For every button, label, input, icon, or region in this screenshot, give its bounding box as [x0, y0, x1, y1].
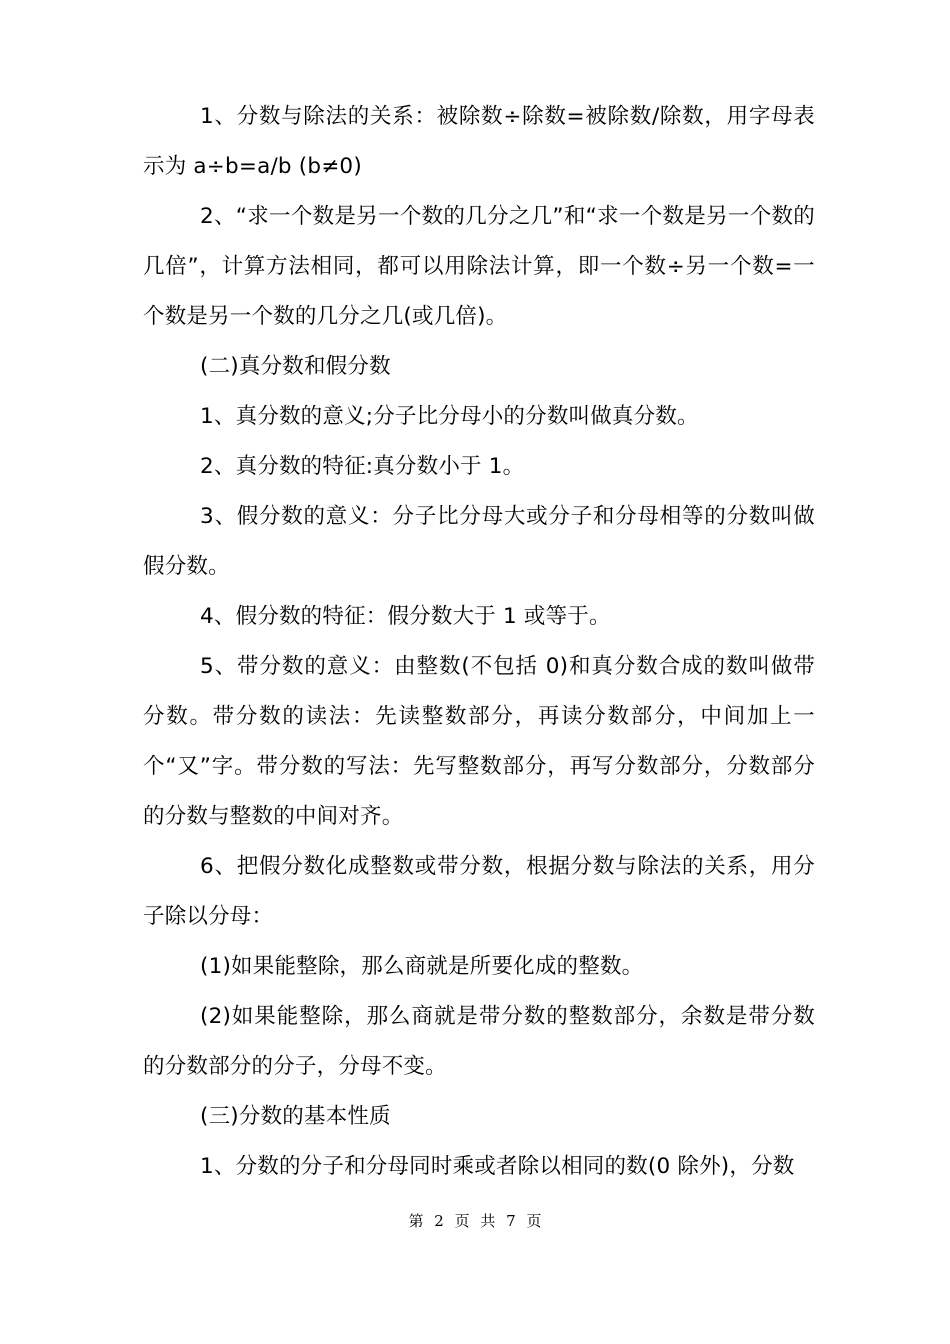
section-heading: (二)真分数和假分数 [200, 354, 391, 379]
paragraph: (1)如果能整除，那么商就是所要化成的整数。 [200, 954, 644, 979]
paragraph: 5、带分数的意义：由整数(不包括 0)和真分数合成的数叫做带分数。带分数的读法：先读整数部分，再读分数部分，中间加上一个“又”字。带分数的写法：先写整数部分，再写分数部分，分数部分的分数与整数的中间对齐。 [143, 654, 815, 829]
section-heading: (三)分数的基本性质 [200, 1104, 391, 1129]
document-body [143, 92, 815, 1192]
paragraph: 2、“求一个数是另一个数的几分之几”和“求一个数是另一个数的几倍”，计算方法相同，都可以用除法计算，即一个数÷另一个数=一个数是另一个数的几分之几(或几倍)。 [143, 204, 815, 329]
paragraph: 1、真分数的意义;分子比分母小的分数叫做真分数。 [200, 404, 699, 429]
page-footer: 第 2 页 共 7 页 [408, 1212, 542, 1230]
paragraph: (2)如果能整除，那么商就是带分数的整数部分，余数是带分数的分数部分的分子，分母不变。 [143, 1004, 815, 1079]
paragraph: 1、分数的分子和分母同时乘或者除以相同的数(0 除外)，分数 [200, 1154, 795, 1179]
paragraph: 6、把假分数化成整数或带分数，根据分数与除法的关系，用分子除以分母： [143, 854, 815, 929]
paragraph: 4、假分数的特征：假分数大于 1 或等于。 [200, 604, 611, 629]
paragraph: 3、假分数的意义：分子比分母大或分子和分母相等的分数叫做假分数。 [143, 504, 815, 579]
paragraph: 2、真分数的特征:真分数小于 1。 [200, 454, 525, 479]
paragraph: 1、分数与除法的关系：被除数÷除数=被除数/除数，用字母表示为 a÷b=a/b (b≠0) [143, 104, 815, 179]
